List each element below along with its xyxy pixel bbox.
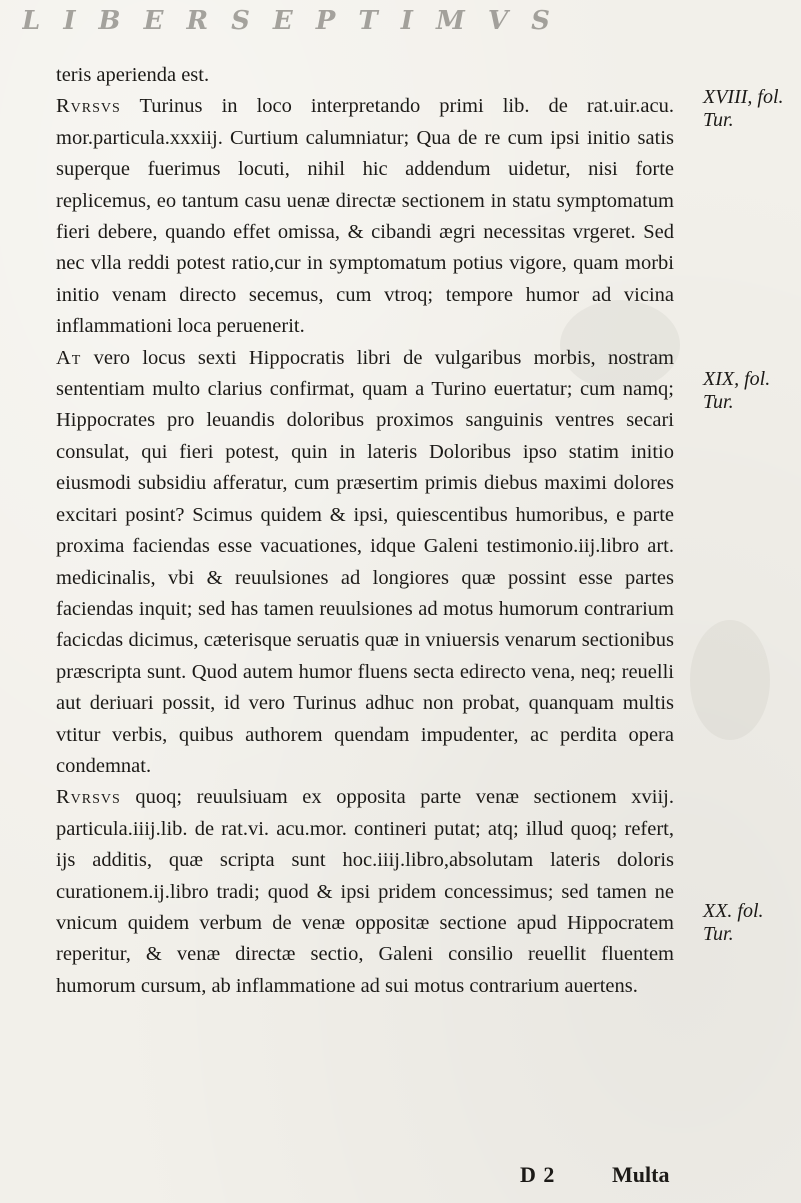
paragraph-text: vero locus sexti Hippocratis libri de vulgaribus morbis, nostram sententiam multo clarius confirmat, quam a Turino euertatur; cum namq; Hippocrates pro leuandis doloribus proximos sanguinis ventres secari consulat, qui fieri potest, quin in lateris Doloribus ipso statim initio eiusmodi subsidiu afferatur, cum præsertim primis diebus maximi dolores excitari posint? Scimus quidem & ipsi, quiescentibus humoribus, e parte proxima faciendas esse vacuationes, idque Galeni testimonio.iij.libro art. medicinalis, vbi & reuulsiones ad longiores quæ possint esse partes faciendas inquit; sed has tamen reuulsiones ad motus humorum contrarium facicdas dicimus, cæterisque seruatis quæ in vniuersis venarum sectionibus præscripta sunt. Quod autem humor fluens secta edirecto vena, neq; reuelli aut deriuari possit, id vero Turinus adhuc non probat, quanquam multis vtitur verbis, quibus authorem quendam impudenter, ac perdita opera condemnat. (56, 346, 674, 777)
paragraph-text: quoq; reuulsiuam ex opposita parte venæ sectionem xviij. particula.iiij.lib. de rat.vi. acu.mor. contineri putat; atq; illud quoq; refert, ijs additis, quæ scripta sunt hoc.iiij.libro,absolutam lateris doloris curationem.ij.libro tradi; quod & ipsi pridem concessimus; sed tamen ne vnicum quidem verbum de venæ oppositæ sectione apud Hippocratem reperitur, & venæ directæ sectio, Galeni consilio reuellit fluentem humorum cursum, ab inflammatione ad sui motus contrarium auertens. (56, 786, 674, 997)
paragraph (56, 782, 674, 1002)
paragraph-continuation (56, 60, 674, 91)
paragraph-lead-word: At (56, 346, 82, 369)
main-text (56, 60, 674, 1002)
margin-note: XVIII, fol. Tur. (703, 86, 784, 131)
running-head: L I B E R S E P T I M V S (22, 6, 557, 36)
paragraph-lead-word: Rvrsvs (56, 786, 121, 809)
paragraph (56, 343, 674, 783)
paragraph-text: teris aperienda est. (56, 64, 210, 86)
page-footer (0, 1158, 801, 1194)
paragraph (56, 91, 674, 342)
signature-mark: D 2 (520, 1162, 556, 1187)
paragraph-lead-word: Rvrsvs (56, 95, 121, 118)
paragraph-text: Turinus in loco interpretando primi lib. de rat.uir.acu. mor.particula.xxxiij. Curtium calumniatur; Qua de re cum ipsi initio satis superque fuerimus locuti, nihil hic addendum uidetur, nisi forte replicemus, eo tantum casu uenæ directæ sectionem in statu symptomatum fieri debere, quando effet omissa, & cibandi ægri necessitas vrgeret. Sed nec vlla reddi potest ratio,cur in symptomatum potius vigore, quam morbi initio venam directo secemus, cum vtroq; tempore humor ad vicina inflammationi loca peruenerit. (56, 95, 674, 338)
margin-note: XIX, fol. Tur. (703, 368, 771, 413)
margin-note: XX. fol. Tur. (703, 900, 764, 945)
paper-stain (690, 620, 770, 740)
catchword: Multa (612, 1162, 670, 1187)
